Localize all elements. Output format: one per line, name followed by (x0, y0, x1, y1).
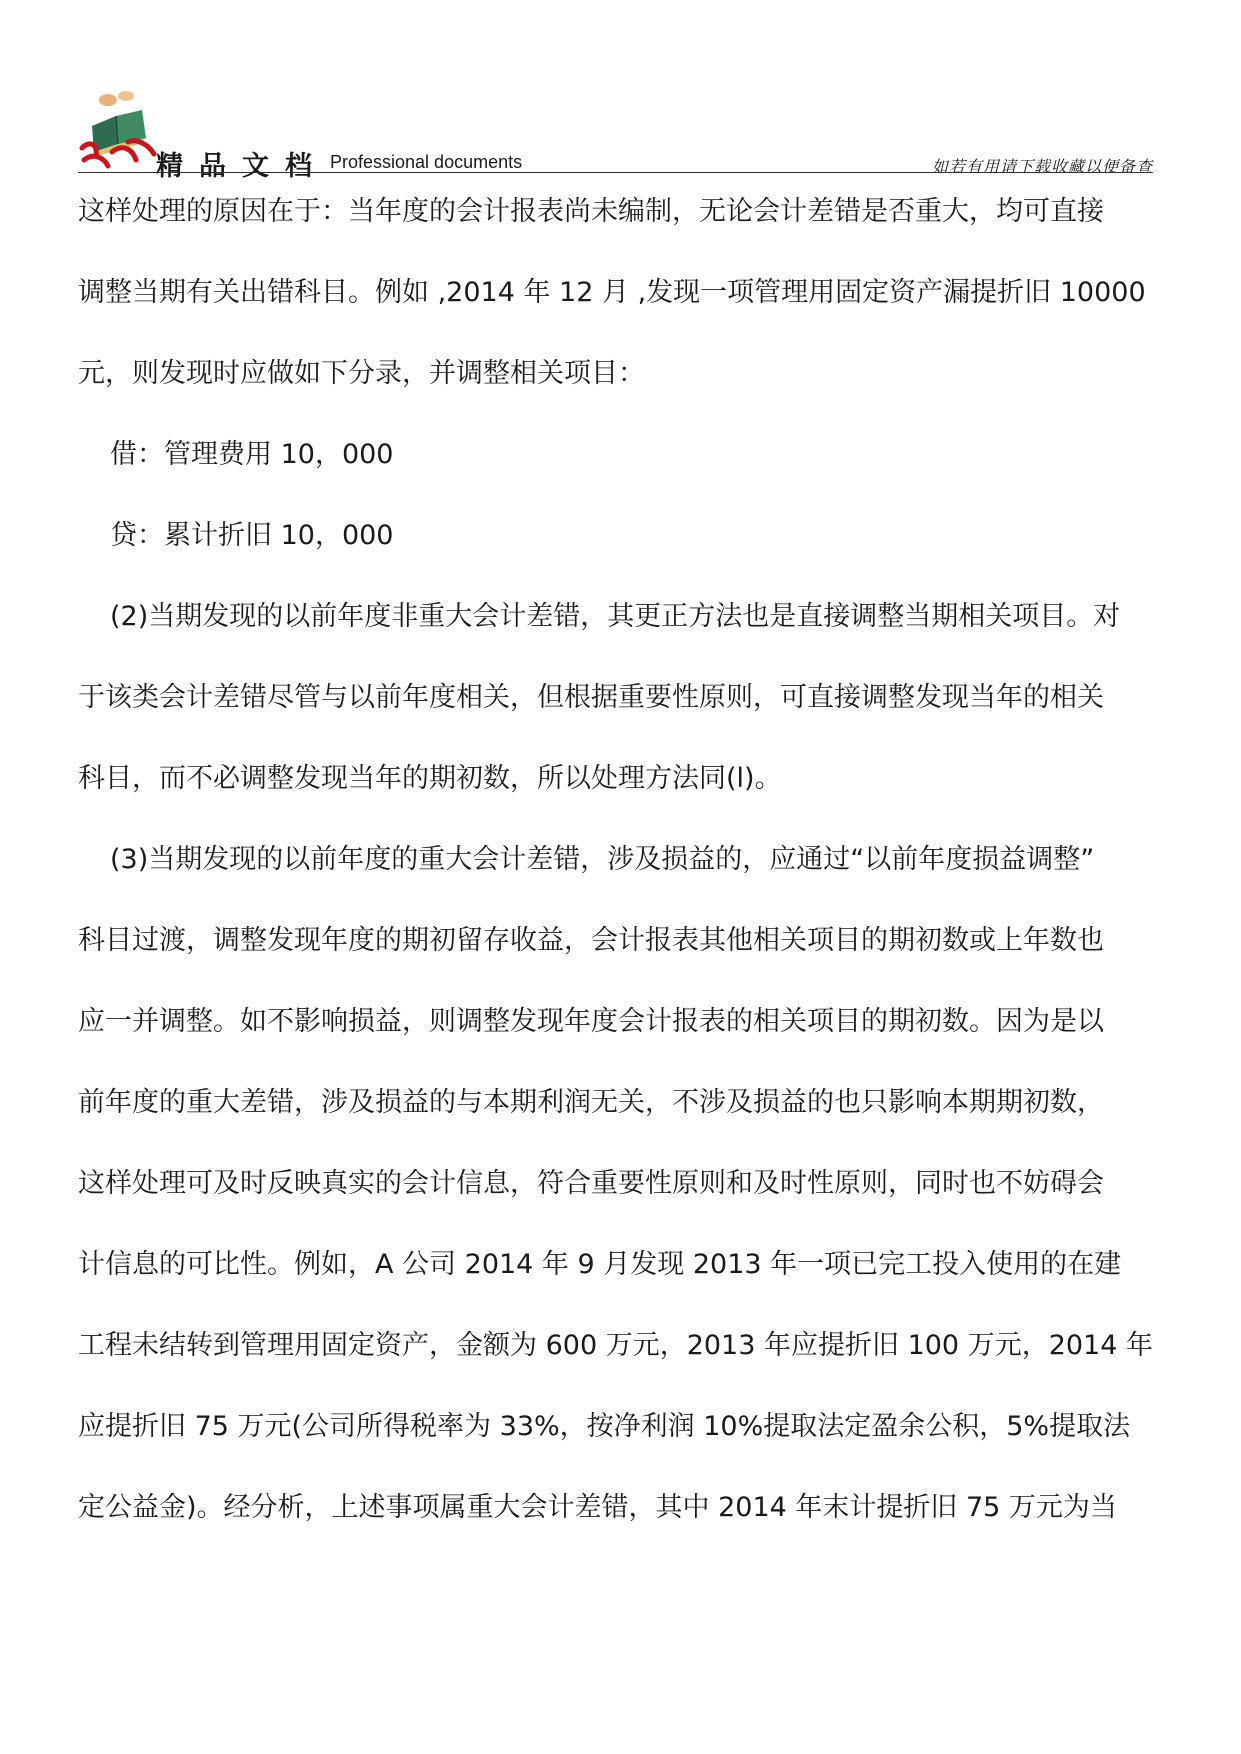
body-line: 于该类会计差错尽管与以前年度相关，但根据重要性原则，可直接调整发现当年的相关 (78, 682, 1104, 713)
book-logo-icon (78, 86, 158, 170)
body-line: (3)当期发现的以前年度的重大会计差错，涉及损益的，应通过“以前年度损益调整” (110, 844, 1095, 875)
body-line: 调整当期有关出错科目。例如 ,2014 年 12 月 ,发现一项管理用固定资产漏提折旧 10000 (78, 277, 1146, 308)
journal-entry-credit: 贷：累计折旧 10，000 (110, 520, 394, 551)
body-line: (2)当期发现的以前年度非重大会计差错，其更正方法也是直接调整当期相关项目。对 (110, 601, 1121, 632)
body-line: 前年度的重大差错，涉及损益的与本期利润无关，不涉及损益的也只影响本期期初数， (78, 1087, 1104, 1118)
header-divider (78, 172, 1153, 173)
body-line: 应一并调整。如不影响损益，则调整发现年度会计报表的相关项目的期初数。因为是以 (78, 1006, 1104, 1037)
journal-entry-debit: 借：管理费用 10，000 (110, 439, 394, 470)
body-line: 这样处理的原因在于：当年度的会计报表尚未编制，无论会计差错是否重大，均可直接 (78, 196, 1104, 227)
body-line: 科目过渡，调整发现年度的期初留存收益，会计报表其他相关项目的期初数或上年数也 (78, 925, 1104, 956)
body-line: 工程未结转到管理用固定资产，金额为 600 万元，2013 年应提折旧 100 万元，2014 年 (78, 1330, 1153, 1361)
brand-title-en: Professional documents (330, 152, 523, 172)
body-line: 应提折旧 75 万元(公司所得税率为 33%，按净利润 10%提取法定盈余公积，5%提取法 (78, 1411, 1131, 1442)
document-body (78, 192, 1198, 1569)
body-line: 这样处理可及时反映真实的会计信息，符合重要性原则和及时性原则，同时也不妨碍会 (78, 1168, 1104, 1199)
body-line: 科目，而不必调整发现当年的期初数，所以处理方法同(l)。 (78, 763, 782, 794)
header-tagline: 如若有用请下载收藏以便备查 (931, 157, 1153, 176)
body-line: 元，则发现时应做如下分录，并调整相关项目： (78, 358, 645, 389)
body-line: 定公益金)。经分析，上述事项属重大会计差错，其中 2014 年末计提折旧 75 万元为当 (78, 1492, 1117, 1523)
brand-title-cn: 精品文档 (156, 151, 328, 182)
body-line: 计信息的可比性。例如，A 公司 2014 年 9 月发现 2013 年一项已完工投入使用的在建 (78, 1249, 1122, 1280)
document-header (78, 86, 1153, 182)
